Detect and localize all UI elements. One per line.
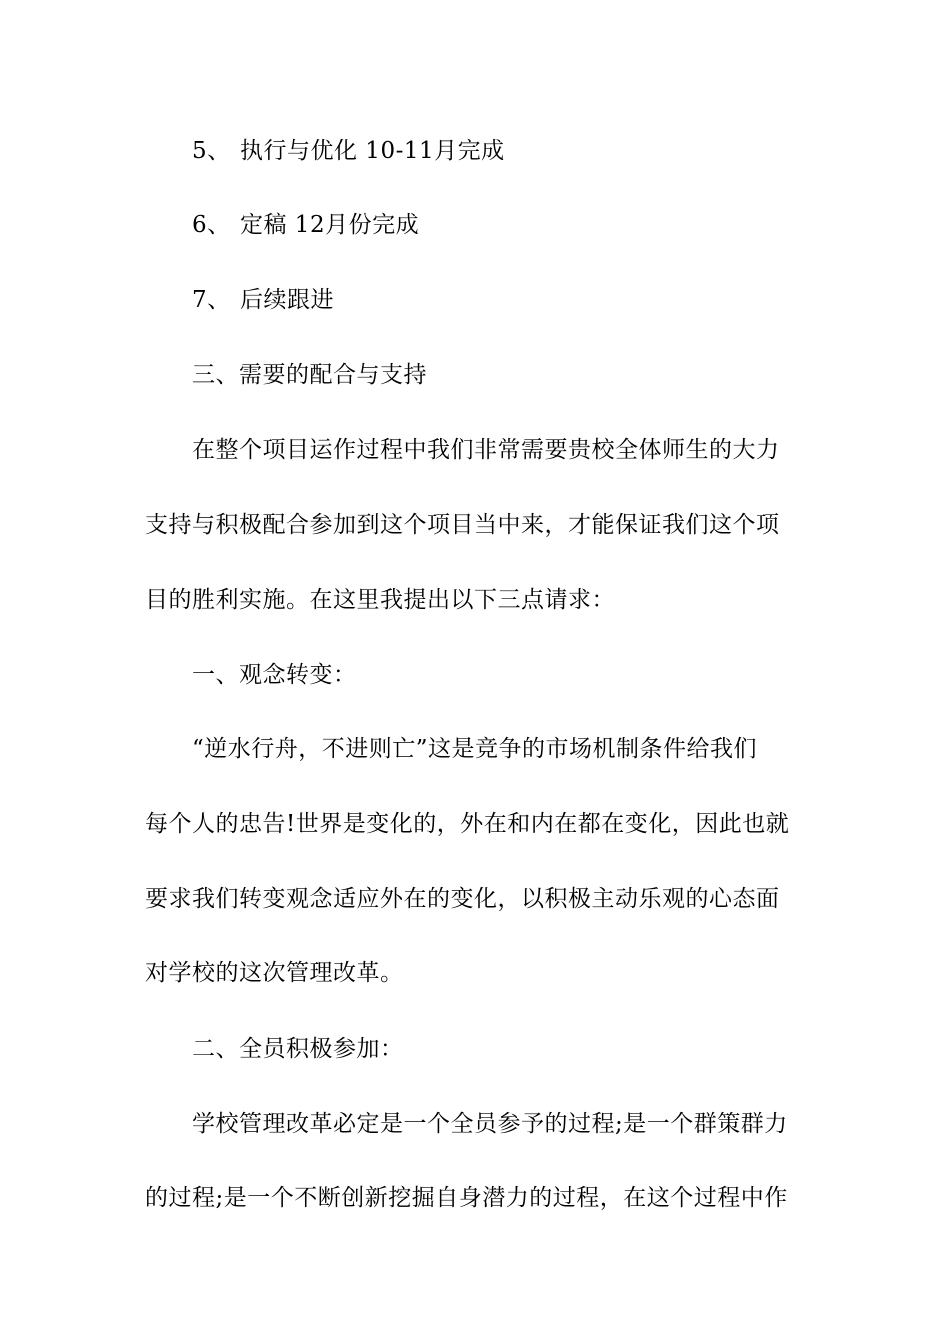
list-item-number: 7、	[192, 287, 231, 313]
point-one-paragraph-line: “逆水行舟，不进则亡”这是竞争的市场机制条件给我们	[192, 736, 758, 762]
intro-paragraph-line: 目的胜利实施。在这里我提出以下三点请求：	[145, 587, 615, 613]
section-three-heading: 三、需要的配合与支持	[192, 362, 427, 388]
list-item-number: 6、	[192, 212, 231, 238]
point-one-paragraph-line: 对学校的这次管理改革。	[145, 960, 404, 986]
point-two-paragraph-line: 的过程;是一个不断创新挖掘自身潜力的过程，在这个过程中作	[145, 1185, 788, 1211]
list-item-5	[192, 131, 815, 171]
point-one-paragraph-line: 每个人的忠告!世界是变化的，外在和内在都在变化，因此也就	[145, 811, 790, 837]
list-item-text: 执行与优化 10-11月完成	[240, 138, 505, 164]
list-item-6	[192, 205, 815, 245]
point-two-heading: 二、全员积极参加：	[192, 1036, 404, 1062]
point-one-paragraph-line: 要求我们转变观念适应外在的变化，以积极主动乐观的心态面	[145, 886, 780, 912]
point-one-heading: 一、观念转变：	[192, 662, 357, 688]
intro-paragraph-line: 在整个项目运作过程中我们非常需要贵校全体师生的大力	[192, 437, 780, 463]
list-item-number: 5、	[192, 138, 231, 164]
list-item-text: 后续跟进	[240, 287, 334, 313]
list-item-7	[192, 280, 815, 320]
point-two-paragraph-line: 学校管理改革必定是一个全员参予的过程;是一个群策群力	[192, 1111, 788, 1137]
intro-paragraph-line: 支持与积极配合参加到这个项目当中来，才能保证我们这个项	[145, 512, 780, 538]
list-item-text: 定稿 12月份完成	[240, 212, 420, 238]
